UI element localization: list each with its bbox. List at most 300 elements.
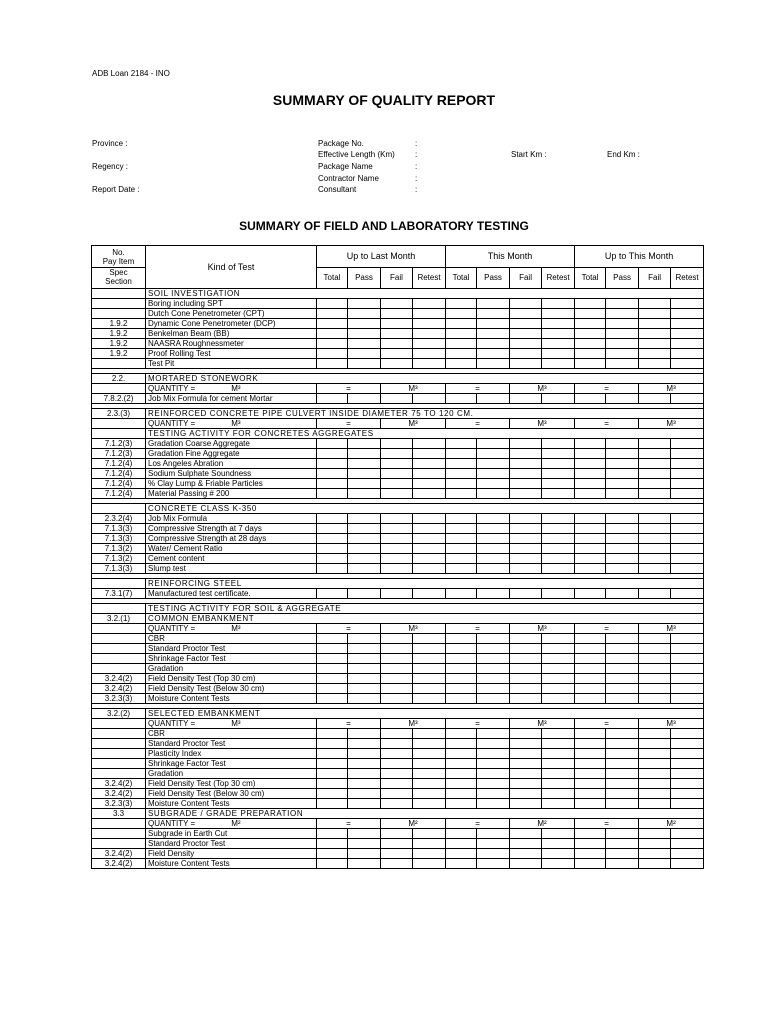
table-row — [92, 654, 704, 664]
value-cell — [317, 779, 348, 789]
colon: : — [415, 162, 418, 171]
value-cell — [510, 729, 542, 739]
value-cell — [446, 394, 477, 404]
value-cell — [413, 589, 446, 599]
pay-item-cell: 3.2.3(3) — [92, 799, 146, 809]
quantity-unit: M² — [381, 819, 446, 829]
value-cell — [381, 564, 413, 574]
value-cell — [348, 439, 381, 449]
value-cell — [477, 739, 510, 749]
value-cell — [477, 759, 510, 769]
value-cell — [575, 459, 606, 469]
value-cell — [671, 739, 704, 749]
value-cell — [477, 449, 510, 459]
table-row — [92, 359, 704, 369]
value-cell — [477, 769, 510, 779]
pay-item-header-label: Pay Item — [102, 257, 135, 266]
value-cell — [639, 554, 671, 564]
section-title: MORTARED STONEWORK — [146, 374, 704, 384]
value-cell — [510, 339, 542, 349]
value-cell — [542, 739, 575, 749]
value-cell — [510, 839, 542, 849]
value-cell — [606, 349, 639, 359]
value-cell — [606, 309, 639, 319]
value-cell — [348, 664, 381, 674]
value-cell — [639, 544, 671, 554]
value-cell — [348, 839, 381, 849]
value-cell — [671, 664, 704, 674]
value-cell — [575, 544, 606, 554]
test-name-cell: Gradation — [146, 664, 317, 674]
section-subtitle: SUMMARY OF FIELD AND LABORATORY TESTING — [239, 219, 529, 233]
subheader-fail: Fail — [510, 267, 542, 289]
value-cell — [671, 694, 704, 704]
table-row — [92, 759, 704, 769]
quantity-row — [92, 384, 704, 394]
value-cell — [510, 299, 542, 309]
page-title: SUMMARY OF QUALITY REPORT — [272, 92, 496, 108]
subheader-total: Total — [575, 267, 606, 289]
value-cell — [446, 799, 477, 809]
value-cell — [381, 729, 413, 739]
value-cell — [477, 684, 510, 694]
quantity-label-cell — [146, 384, 317, 394]
section-title: REINFORCED CONCRETE PIPE CULVERT INSIDE DIAMETER 75 TO 120 CM. — [146, 409, 704, 419]
value-cell — [477, 544, 510, 554]
section-title: TESTING ACTIVITY FOR CONCRETES AGGREGATES — [146, 429, 704, 439]
value-cell — [542, 654, 575, 664]
table-row — [92, 684, 704, 694]
value-cell — [671, 769, 704, 779]
value-cell — [477, 564, 510, 574]
pay-item-header — [92, 246, 146, 289]
value-cell — [446, 309, 477, 319]
quantity-unit: M² — [639, 819, 704, 829]
value-cell — [413, 779, 446, 789]
value-cell — [381, 739, 413, 749]
value-cell — [510, 459, 542, 469]
value-cell — [348, 749, 381, 759]
value-cell — [671, 589, 704, 599]
test-name-cell: Field Density Test (Top 30 cm) — [146, 779, 317, 789]
value-cell — [639, 859, 671, 869]
value-cell — [542, 674, 575, 684]
section-title: SELECTED EMBANKMENT — [146, 709, 704, 719]
value-cell — [606, 534, 639, 544]
value-cell — [575, 839, 606, 849]
value-cell — [671, 674, 704, 684]
value-cell — [317, 554, 348, 564]
value-cell — [317, 664, 348, 674]
value-cell — [606, 829, 639, 839]
subheader-fail: Fail — [381, 267, 413, 289]
value-cell — [381, 459, 413, 469]
value-cell — [671, 654, 704, 664]
value-cell — [381, 684, 413, 694]
value-cell — [606, 849, 639, 859]
value-cell — [671, 779, 704, 789]
value-cell — [671, 799, 704, 809]
value-cell — [606, 589, 639, 599]
value-cell — [575, 589, 606, 599]
section-title: COMMON EMBANKMENT — [146, 614, 704, 624]
value-cell — [348, 739, 381, 749]
subheader-pass: Pass — [606, 267, 639, 289]
value-cell — [575, 799, 606, 809]
province-label: Province : — [92, 139, 128, 148]
pay-item-cell: 3.2.4(2) — [92, 779, 146, 789]
test-name-cell: Dynamic Cone Penetrometer (DCP) — [146, 319, 317, 329]
value-cell — [348, 459, 381, 469]
value-cell — [671, 309, 704, 319]
value-cell — [542, 789, 575, 799]
value-cell — [477, 439, 510, 449]
value-cell — [446, 654, 477, 664]
table-row — [92, 634, 704, 644]
pay-item-cell — [92, 739, 146, 749]
table-row — [92, 514, 704, 524]
value-cell — [639, 839, 671, 849]
value-cell — [671, 839, 704, 849]
value-cell — [639, 359, 671, 369]
value-cell — [671, 319, 704, 329]
value-cell — [446, 514, 477, 524]
value-cell — [413, 514, 446, 524]
value-cell — [348, 694, 381, 704]
value-cell — [575, 319, 606, 329]
test-name-cell: Boring including SPT — [146, 299, 317, 309]
value-cell — [510, 309, 542, 319]
section-row — [92, 579, 704, 589]
value-cell — [510, 359, 542, 369]
pay-item-cell: 3.2.4(2) — [92, 674, 146, 684]
value-cell — [348, 469, 381, 479]
value-cell — [348, 489, 381, 499]
value-cell — [381, 694, 413, 704]
value-cell — [413, 664, 446, 674]
value-cell — [542, 349, 575, 359]
quantity-equals: = — [575, 419, 639, 429]
value-cell — [413, 489, 446, 499]
table-row — [92, 829, 704, 839]
section-title: SOIL INVESTIGATION — [146, 289, 704, 299]
quantity-unit: M³ — [510, 719, 575, 729]
value-cell — [413, 339, 446, 349]
value-cell — [575, 634, 606, 644]
value-cell — [477, 339, 510, 349]
pay-item-cell — [92, 429, 146, 439]
pay-item-cell — [92, 309, 146, 319]
value-cell — [542, 749, 575, 759]
value-cell — [446, 329, 477, 339]
value-cell — [446, 779, 477, 789]
quantity-row — [92, 719, 704, 729]
value-cell — [639, 779, 671, 789]
value-cell — [542, 459, 575, 469]
value-cell — [317, 674, 348, 684]
value-cell — [542, 634, 575, 644]
test-name-cell: % Clay Lump & Friable Particles — [146, 479, 317, 489]
value-cell — [671, 789, 704, 799]
quantity-equals: = — [446, 384, 510, 394]
testing-summary-table — [91, 245, 704, 869]
value-cell — [671, 479, 704, 489]
value-cell — [477, 694, 510, 704]
value-cell — [639, 634, 671, 644]
value-cell — [510, 674, 542, 684]
value-cell — [477, 329, 510, 339]
value-cell — [510, 394, 542, 404]
value-cell — [542, 329, 575, 339]
value-cell — [348, 479, 381, 489]
value-cell — [413, 739, 446, 749]
value-cell — [606, 339, 639, 349]
value-cell — [542, 309, 575, 319]
package-name-label: Package Name — [318, 162, 373, 171]
value-cell — [348, 534, 381, 544]
value-cell — [348, 779, 381, 789]
value-cell — [413, 839, 446, 849]
pay-item-cell — [92, 664, 146, 674]
quantity-row — [92, 624, 704, 634]
value-cell — [542, 359, 575, 369]
value-cell — [542, 644, 575, 654]
value-cell — [317, 749, 348, 759]
pay-item-cell: 7.1.2(4) — [92, 479, 146, 489]
subheader-total: Total — [317, 267, 348, 289]
pay-item-cell: 3.2.(2) — [92, 709, 146, 719]
table-row — [92, 564, 704, 574]
value-cell — [606, 779, 639, 789]
value-cell — [639, 729, 671, 739]
quantity-label-cell — [146, 419, 317, 429]
value-cell — [606, 544, 639, 554]
kind-of-test-header: Kind of Test — [146, 246, 317, 289]
test-name-cell: Standard Proctor Test — [146, 644, 317, 654]
value-cell — [542, 554, 575, 564]
value-cell — [639, 469, 671, 479]
test-name-cell: Material Passing # 200 — [146, 489, 317, 499]
value-cell — [510, 439, 542, 449]
value-cell — [317, 299, 348, 309]
quantity-unit: M³ — [510, 419, 575, 429]
pay-item-cell: 3.2.4(2) — [92, 789, 146, 799]
value-cell — [606, 654, 639, 664]
value-cell — [413, 469, 446, 479]
test-name-cell: Subgrade in Earth Cut — [146, 829, 317, 839]
test-name-cell: Gradation — [146, 769, 317, 779]
value-cell — [317, 459, 348, 469]
value-cell — [671, 449, 704, 459]
quantity-equals: = — [575, 624, 639, 634]
quantity-equals: = — [317, 419, 381, 429]
value-cell — [575, 674, 606, 684]
pay-item-cell: 1.9.2 — [92, 339, 146, 349]
test-name-cell: Manufactured test certificate. — [146, 589, 317, 599]
value-cell — [446, 674, 477, 684]
value-cell — [510, 654, 542, 664]
test-name-cell: Field Density — [146, 849, 317, 859]
value-cell — [639, 654, 671, 664]
value-cell — [542, 339, 575, 349]
value-cell — [542, 299, 575, 309]
value-cell — [671, 634, 704, 644]
value-cell — [446, 634, 477, 644]
pay-item-cell — [92, 829, 146, 839]
value-cell — [381, 759, 413, 769]
value-cell — [413, 799, 446, 809]
value-cell — [606, 479, 639, 489]
section-title: CONCRETE CLASS K-350 — [146, 504, 704, 514]
value-cell — [606, 839, 639, 849]
value-cell — [381, 634, 413, 644]
value-cell — [348, 729, 381, 739]
value-cell — [575, 759, 606, 769]
pay-item-cell — [92, 719, 146, 729]
value-cell — [348, 514, 381, 524]
value-cell — [639, 829, 671, 839]
value-cell — [606, 359, 639, 369]
value-cell — [510, 489, 542, 499]
value-cell — [575, 729, 606, 739]
value-cell — [510, 319, 542, 329]
quantity-equals: = — [446, 419, 510, 429]
table-row — [92, 779, 704, 789]
value-cell — [606, 319, 639, 329]
value-cell — [381, 589, 413, 599]
value-cell — [317, 839, 348, 849]
value-cell — [446, 664, 477, 674]
pay-item-cell — [92, 644, 146, 654]
value-cell — [575, 394, 606, 404]
value-cell — [348, 524, 381, 534]
value-cell — [348, 359, 381, 369]
value-cell — [510, 769, 542, 779]
subheader-retest: Retest — [413, 267, 446, 289]
test-name-cell: Los Angeles Abration — [146, 459, 317, 469]
pay-item-cell: 3.2.4(2) — [92, 849, 146, 859]
value-cell — [639, 514, 671, 524]
table-row — [92, 339, 704, 349]
value-cell — [606, 759, 639, 769]
value-cell — [317, 644, 348, 654]
value-cell — [575, 299, 606, 309]
value-cell — [317, 524, 348, 534]
test-name-cell: Standard Proctor Test — [146, 839, 317, 849]
table-row — [92, 329, 704, 339]
value-cell — [413, 749, 446, 759]
value-cell — [413, 544, 446, 554]
end-km-label: End Km : — [607, 150, 640, 159]
value-cell — [413, 729, 446, 739]
value-cell — [317, 729, 348, 739]
value-cell — [510, 859, 542, 869]
value-cell — [317, 589, 348, 599]
quantity-unit: M³ — [381, 624, 446, 634]
pay-item-cell: 7.1.3(2) — [92, 544, 146, 554]
value-cell — [606, 729, 639, 739]
value-cell — [317, 489, 348, 499]
pay-item-cell — [92, 749, 146, 759]
section-header: Section — [105, 277, 132, 286]
table-row — [92, 469, 704, 479]
value-cell — [317, 439, 348, 449]
pay-item-cell — [92, 419, 146, 429]
subheader-fail: Fail — [639, 267, 671, 289]
value-cell — [575, 789, 606, 799]
quantity-unit: M³ — [639, 419, 704, 429]
value-cell — [446, 694, 477, 704]
value-cell — [348, 394, 381, 404]
pay-item-cell: 7.1.2(3) — [92, 449, 146, 459]
value-cell — [639, 684, 671, 694]
quantity-row — [92, 419, 704, 429]
value-cell — [381, 319, 413, 329]
value-cell — [575, 859, 606, 869]
value-cell — [413, 459, 446, 469]
value-cell — [413, 554, 446, 564]
value-cell — [542, 779, 575, 789]
value-cell — [348, 674, 381, 684]
subheader-retest: Retest — [671, 267, 704, 289]
pay-item-cell — [92, 359, 146, 369]
test-name-cell: Dutch Cone Penetrometer (CPT) — [146, 309, 317, 319]
value-cell — [575, 769, 606, 779]
test-name-cell: Benkelman Beam (BB) — [146, 329, 317, 339]
table-row — [92, 644, 704, 654]
table-row — [92, 859, 704, 869]
section-row — [92, 604, 704, 614]
test-name-cell: Proof Rolling Test — [146, 349, 317, 359]
table-row — [92, 694, 704, 704]
quantity-unit: M² — [510, 819, 575, 829]
value-cell — [413, 694, 446, 704]
value-cell — [639, 299, 671, 309]
value-cell — [671, 684, 704, 694]
value-cell — [575, 359, 606, 369]
value-cell — [381, 439, 413, 449]
value-cell — [639, 449, 671, 459]
value-cell — [446, 554, 477, 564]
value-cell — [606, 329, 639, 339]
value-cell — [542, 759, 575, 769]
value-cell — [413, 479, 446, 489]
value-cell — [542, 769, 575, 779]
value-cell — [542, 469, 575, 479]
value-cell — [317, 829, 348, 839]
value-cell — [413, 634, 446, 644]
colon: : — [415, 139, 418, 148]
value-cell — [542, 514, 575, 524]
value-cell — [381, 779, 413, 789]
pay-item-cell: 7.1.2(4) — [92, 489, 146, 499]
value-cell — [348, 309, 381, 319]
value-cell — [477, 829, 510, 839]
value-cell — [413, 524, 446, 534]
value-cell — [317, 449, 348, 459]
section-row — [92, 429, 704, 439]
value-cell — [606, 554, 639, 564]
section-title: REINFORCING STEEL — [146, 579, 704, 589]
quantity-label: QUANTITY = — [148, 819, 196, 828]
value-cell — [542, 489, 575, 499]
value-cell — [413, 769, 446, 779]
table-row — [92, 849, 704, 859]
value-cell — [477, 859, 510, 869]
value-cell — [606, 859, 639, 869]
value-cell — [671, 534, 704, 544]
value-cell — [477, 299, 510, 309]
